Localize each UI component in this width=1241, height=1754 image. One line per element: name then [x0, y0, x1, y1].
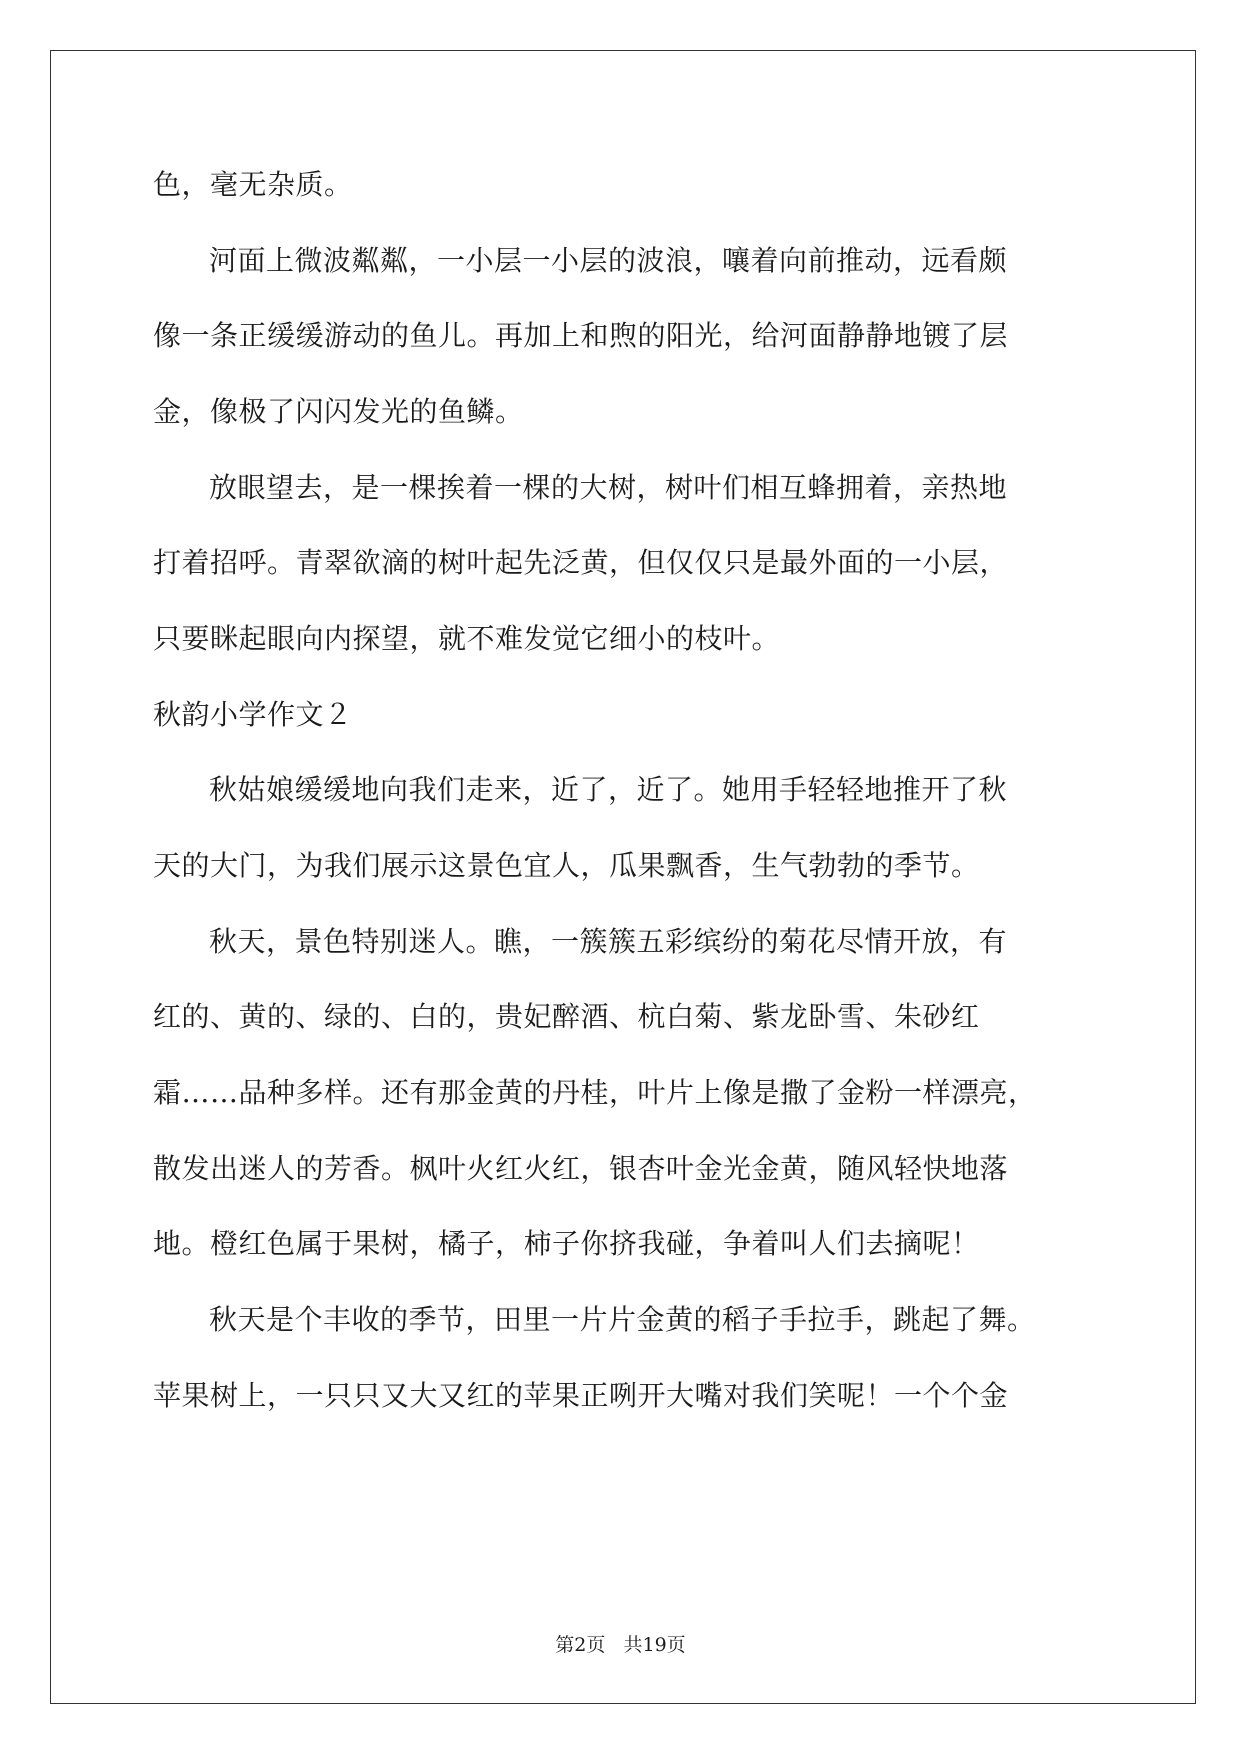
text-line: 打着招呼。青翠欲滴的树叶起先泛黄，但仅仅只是最外面的一小层，: [153, 546, 1009, 579]
text-line: 地。橙红色属于果树，橘子，柿子你挤我碰，争着叫人们去摘呢！: [153, 1227, 980, 1260]
text-line: 秋姑娘缓缓地向我们走来，近了，近了。她用手轻轻地推开了秋: [209, 773, 1008, 806]
text-line: 散发出迷人的芳香。枫叶火红火红，银杏叶金光金黄，随风轻快地落: [153, 1152, 1009, 1185]
text-line: 天的大门，为我们展示这景色宜人，瓜果飘香，生气勃勃的季节。: [153, 849, 980, 882]
text-line: 秋天，景色特别迷人。瞧，一簇簇五彩缤纷的菊花尽情开放，有: [209, 925, 1008, 958]
text-line: 河面上微波粼粼，一小层一小层的波浪，嚷着向前推动，远看颇: [209, 244, 1008, 277]
text-line: 霜……品种多样。还有那金黄的丹桂，叶片上像是撒了金粉一样漂亮，: [153, 1076, 1037, 1109]
page-number-footer: 第2页 共19页: [555, 1634, 686, 1656]
text-line: 秋天是个丰收的季节，田里一片片金黄的稻子手拉手，跳起了舞。: [209, 1303, 1036, 1336]
text-line: 像一条正缓缓游动的鱼儿。再加上和煦的阳光，给河面静静地镀了层: [153, 319, 1009, 352]
text-line: 只要眯起眼向内探望，就不难发觉它细小的枝叶。: [153, 622, 781, 655]
section-heading: 秋韵小学作文２: [153, 698, 353, 731]
text-line: 色，毫无杂质。: [153, 168, 353, 201]
text-line: 红的、黄的、绿的、白的，贵妃醉酒、杭白菊、紫龙卧雪、朱砂红: [153, 1000, 980, 1033]
text-line: 苹果树上，一只只又大又红的苹果正咧开大嘴对我们笑呢！一个个金: [153, 1379, 1009, 1412]
text-line: 金，像极了闪闪发光的鱼鳞。: [153, 395, 524, 428]
text-line: 放眼望去，是一棵挨着一棵的大树，树叶们相互蜂拥着，亲热地: [209, 471, 1008, 504]
